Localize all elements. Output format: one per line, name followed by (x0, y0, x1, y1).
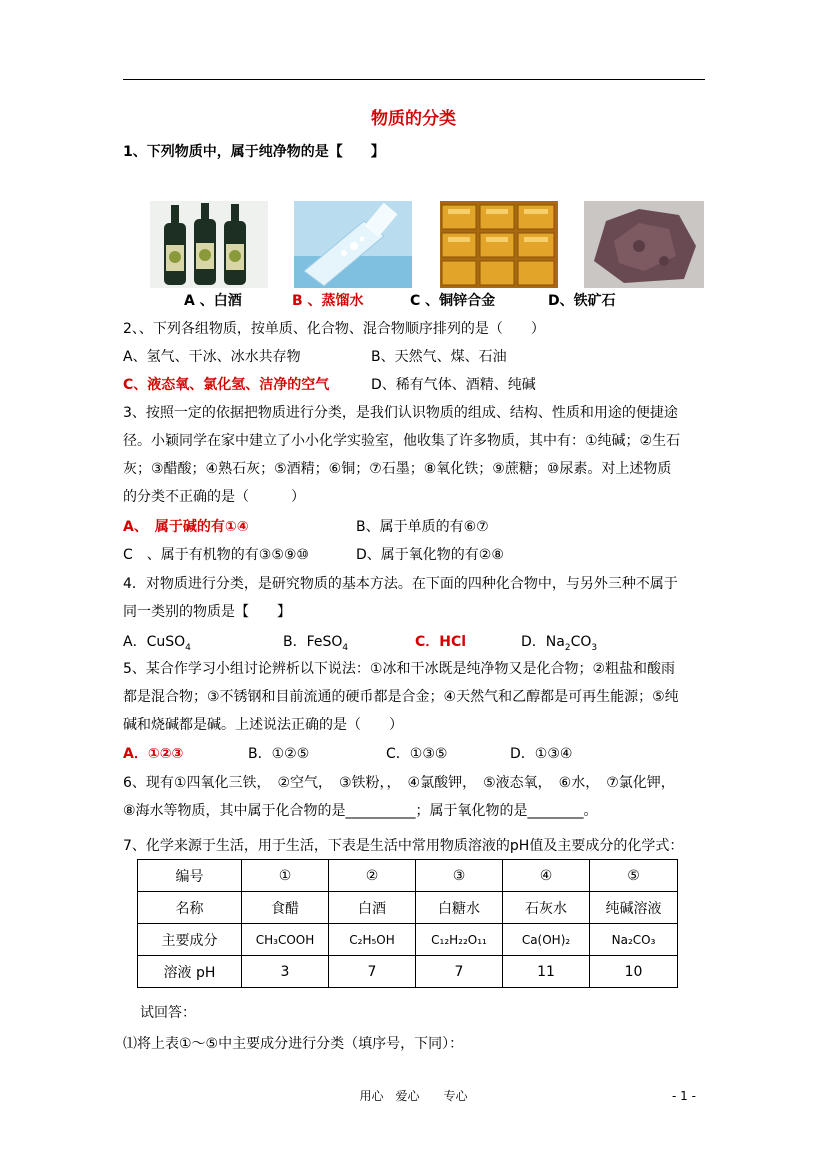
q4-option-b: B．FeSO$_4$ (283, 634, 349, 653)
table-cell: 白糖水 (416, 892, 503, 924)
table-cell: 编号 (138, 860, 242, 892)
q3-line-4: 的分类不正确的是（ ） (123, 489, 305, 505)
ph-table (137, 859, 678, 988)
q4-option-a: A．CuSO$_4$ (123, 634, 191, 653)
q1-image-iron-ore (584, 201, 704, 288)
table-cell: C₁₂H₂₂O₁₁ (416, 924, 503, 956)
q1-image-distilled-water (294, 201, 412, 288)
q5-line-2: 都是混合物；③不锈钢和目前流通的硬币都是合金；④天然气和乙醇都是可再生能源；⑤纯 (123, 689, 679, 705)
q7-stem: 7、化学来源于生活，用于生活，下表是生活中常用物质溶液的pH值及主要成分的化学式： (123, 838, 684, 854)
q1-option-c: C 、铜锌合金 (410, 293, 496, 309)
table-cell: 白酒 (329, 892, 416, 924)
table-cell: 溶液 pH (138, 956, 242, 988)
table-cell: 7 (329, 956, 416, 988)
q2-option-b: B、天然气、煤、石油 (371, 349, 507, 365)
q5-option-a: A．①②③ (123, 746, 184, 762)
table-cell: 3 (242, 956, 329, 988)
q2-option-c: C、液态氧、氯化氢、洁净的空气 (123, 377, 330, 393)
q4-line-1: 4．对物质进行分类，是研究物质的基本方法。在下面的四种化合物中，与另外三种不属于 (123, 576, 678, 592)
table-cell: 纯碱溶液 (590, 892, 678, 924)
q3-option-a: A、 属于碱的有①④ (123, 519, 249, 535)
header-rule (123, 79, 705, 80)
q5-line-3: 碱和烧碱都是碱。上述说法正确的是（ ） (123, 717, 403, 733)
q5-option-c: C．①③⑤ (386, 746, 448, 762)
table-row (138, 924, 678, 956)
table-cell: 主要成分 (138, 924, 242, 956)
footer-motto: 用心 爱心 专心 (359, 1089, 468, 1103)
q7-try: 试回答： (140, 1005, 196, 1021)
q4-option-c: C．HCl (415, 634, 467, 650)
table-cell: 食醋 (242, 892, 329, 924)
q5-line-1: 5、某合作学习小组讨论辨析以下说法：①冰和干冰既是纯净物又是化合物；②粗盐和酸雨 (123, 661, 676, 677)
table-cell: 石灰水 (503, 892, 590, 924)
table-cell: 11 (503, 956, 590, 988)
table-cell: ⑤ (590, 860, 678, 892)
q3-line-1: 3、按照一定的依据把物质进行分类，是我们认识物质的组成、结构、性质和用途的便捷途 (123, 405, 678, 421)
table-cell: ④ (503, 860, 590, 892)
page-number: - 1 - (672, 1089, 696, 1103)
table-cell: Ca(OH)₂ (503, 924, 590, 956)
q1-stem: 1、下列物质中，属于纯净物的是【 】 (123, 144, 385, 160)
q5-option-d: D．①③④ (510, 746, 573, 762)
table-cell: CH₃COOH (242, 924, 329, 956)
q3-option-c: C 、属于有机物的有③⑤⑨⑩ (123, 547, 309, 563)
table-cell: 10 (590, 956, 678, 988)
q1-image-liquor-bottles (150, 201, 268, 288)
q2-option-a: A、氢气、干冰、冰水共存物 (123, 349, 301, 365)
q7-sub-1: ⑴将上表①～⑤中主要成分进行分类（填序号，下同）： (123, 1036, 464, 1052)
q6-line-2: ⑧海水等物质，其中属于化合物的是__________；属于氧化物的是________。 (123, 803, 598, 819)
table-row (138, 956, 678, 988)
table-cell: 7 (416, 956, 503, 988)
table-cell: ③ (416, 860, 503, 892)
q3-line-3: 灰；③醋酸；④熟石灰；⑤酒精；⑥铜；⑦石墨；⑧氧化铁；⑨蔗糖；⑩尿素。对上述物质 (123, 461, 672, 477)
q5-option-b: B．①②⑤ (248, 746, 310, 762)
q2-option-d: D、稀有气体、酒精、纯碱 (371, 377, 536, 393)
table-cell: Na₂CO₃ (590, 924, 678, 956)
table-cell: ① (242, 860, 329, 892)
page-title: 物质的分类 (371, 109, 456, 129)
q1-option-a: A 、白酒 (184, 293, 242, 309)
q6-line-1: 6、现有①四氧化三铁， ②空气， ③铁粉，， ④氯酸钾， ⑤液态氧， ⑥水， ⑦氯化钾， (123, 775, 675, 791)
table-cell: 名称 (138, 892, 242, 924)
q1-option-b: B 、蒸馏水 (292, 293, 364, 309)
q4-line-2: 同一类别的物质是【 】 (123, 604, 291, 620)
q3-line-2: 径。小颖同学在家中建立了小小化学实验室，他收集了许多物质，其中有：①纯碱；②生石 (123, 433, 681, 449)
table-cell: C₂H₅OH (329, 924, 416, 956)
q3-option-d: D、属于氧化物的有②⑧ (356, 547, 504, 563)
q1-image-gold-bars (440, 201, 558, 288)
table-cell: ② (329, 860, 416, 892)
q1-option-d: D、铁矿石 (548, 293, 616, 309)
q2-stem: 2、、下列各组物质，按单质、化合物、混合物顺序排列的是（ ） (123, 321, 545, 337)
table-row (138, 892, 678, 924)
q3-option-b: B、属于单质的有⑥⑦ (356, 519, 489, 535)
table-row (138, 860, 678, 892)
q4-option-d: D．$Na_2CO_3$ (521, 634, 598, 653)
